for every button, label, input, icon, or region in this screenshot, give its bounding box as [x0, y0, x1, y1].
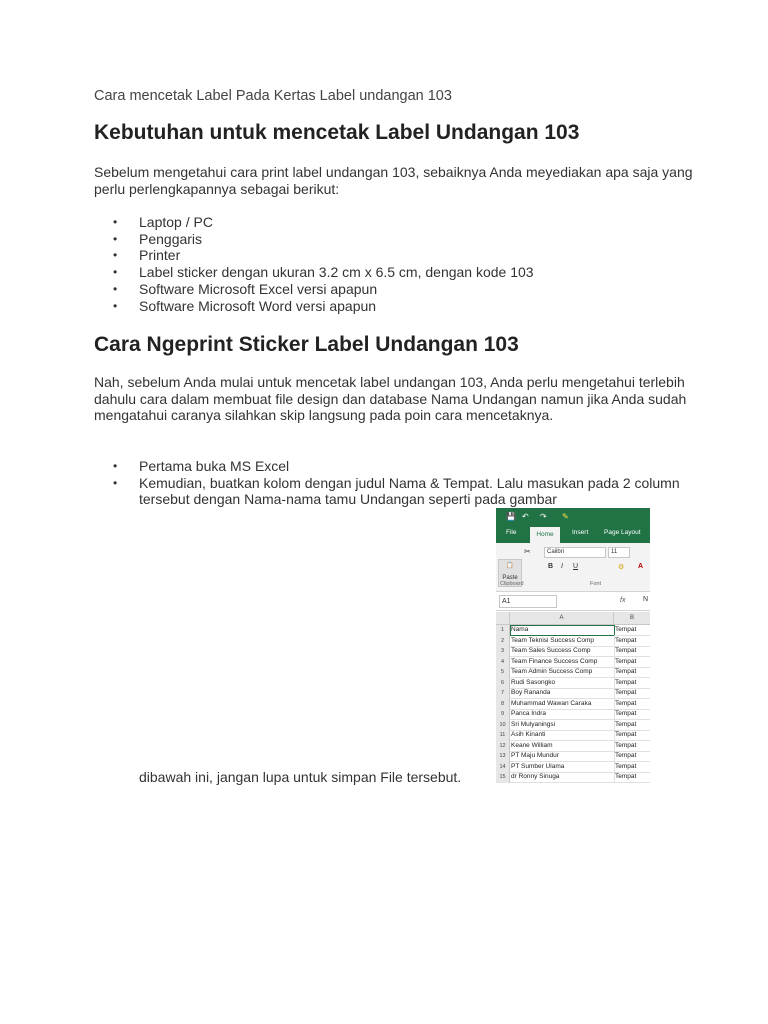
- section-heading-kebutuhan: Kebutuhan untuk mencetak Label Undangan 103: [94, 121, 580, 144]
- font-color-icon: A: [638, 563, 644, 570]
- cell-nama: Team Teknisi Success Comp: [510, 636, 615, 647]
- clipboard-icon: 📋: [506, 563, 514, 569]
- cell-nama: Panca Indra: [510, 709, 615, 720]
- font-size-box: 11: [608, 547, 630, 558]
- underline-button: U: [573, 563, 579, 570]
- tab-page-layout: Page Layout: [604, 529, 641, 536]
- row-number: 15: [496, 772, 510, 783]
- section-intro-kebutuhan: Sebelum mengetahui cara print label undangan 103, sebaiknya Anda meyediakan apa saja yang perlu perlengkapannya sebagai berikut:: [94, 164, 693, 197]
- row-number: 13: [496, 751, 510, 762]
- document-title: Cara mencetak Label Pada Kertas Label undangan 103: [94, 88, 452, 104]
- cell-nama: Keane William: [510, 741, 615, 752]
- requirements-list: [139, 214, 699, 314]
- tab-insert: Insert: [572, 529, 589, 536]
- cell-tempat: Tempat: [614, 730, 650, 741]
- list-item: • Software Microsoft Word versi apapun: [139, 298, 699, 315]
- cell-tempat: Tempat: [614, 772, 650, 783]
- row-number: 4: [496, 657, 510, 668]
- group-clipboard-label: Clipboard: [500, 581, 524, 587]
- section-intro-cara-ngeprint: Nah, sebelum Anda mulai untuk mencetak label undangan 103, Anda perlu mengetahui terlebih dahulu cara dalam membuat file design dan database Nama Undangan namun jika Anda sudah mengatahui caranya silahkan skip langsung pada poin cara mencetaknya.: [94, 374, 687, 424]
- paste-label: Paste: [502, 575, 518, 581]
- cut-icon: ✂: [524, 547, 531, 556]
- cell-nama: Team Admin Success Comp: [510, 667, 615, 678]
- cell-nama: Asih Kinanti: [510, 730, 615, 741]
- row-number: 5: [496, 667, 510, 678]
- highlight-icon: ✎: [562, 512, 569, 521]
- list-item: • Penggaris: [139, 231, 699, 248]
- excel-screenshot: [496, 508, 650, 783]
- row-number: 9: [496, 709, 510, 720]
- bold-button: B: [548, 563, 554, 570]
- cell-tempat: Tempat: [614, 625, 650, 636]
- row-number: 2: [496, 636, 510, 647]
- save-icon: 💾: [506, 512, 516, 521]
- name-box: A1: [499, 595, 557, 608]
- cell-tempat: Tempat: [614, 646, 650, 657]
- list-item: • Software Microsoft Excel versi apapun: [139, 281, 699, 298]
- list-item: • Pertama buka MS Excel: [139, 458, 699, 475]
- cell-nama: Rudi Sasongko: [510, 678, 615, 689]
- cell-tempat: Tempat: [614, 678, 650, 689]
- list-item: • Printer: [139, 247, 699, 264]
- cell-nama: Muhammad Wawan Caraka: [510, 699, 615, 710]
- cell-tempat: Tempat: [614, 720, 650, 731]
- row-number: 12: [496, 741, 510, 752]
- cell-tempat: Tempat: [614, 751, 650, 762]
- cell-nama: Team Finance Success Comp: [510, 657, 615, 668]
- fx-icon: fx: [620, 597, 626, 604]
- redo-icon: ↷: [540, 512, 547, 521]
- italic-button: I: [561, 563, 563, 570]
- cell-nama: Boy Rananda: [510, 688, 615, 699]
- cell-tempat: Tempat: [614, 657, 650, 668]
- cell-nama: dr Ronny Sinuga: [510, 772, 615, 783]
- row-number: 8: [496, 699, 510, 710]
- excel-title-bar: [496, 508, 650, 543]
- cell-nama: PT Sumber Ulama: [510, 762, 615, 773]
- cell-nama: Sri Mulyaningsi: [510, 720, 615, 731]
- row-number: 3: [496, 646, 510, 657]
- fill-color-icon: ⚙: [618, 564, 625, 571]
- row-number: 14: [496, 762, 510, 773]
- undo-icon: ↶: [522, 512, 529, 521]
- excel-ribbon: [496, 543, 650, 592]
- font-name-box: Calibri: [544, 547, 606, 558]
- formula-bar: [496, 592, 650, 611]
- row-number: 10: [496, 720, 510, 731]
- list-item: • Kemudian, buatkan kolom dengan judul Nama & Tempat. Lalu masukan pada 2 column tersebut dengan Nama-nama tamu Undangan seperti pada gambar: [139, 475, 699, 508]
- row-number: 1: [496, 625, 510, 636]
- steps-list: [139, 458, 699, 508]
- tab-file: File: [506, 529, 517, 536]
- cell-tempat: Tempat: [614, 636, 650, 647]
- step-continuation-text: dibawah ini, jangan lupa untuk simpan File tersebut.: [139, 769, 462, 785]
- cell-tempat: Tempat: [614, 688, 650, 699]
- group-font-label: Font: [590, 581, 602, 587]
- tab-home: Home: [530, 527, 560, 543]
- column-header-a: A: [510, 612, 614, 625]
- cell-tempat: Tempat: [614, 762, 650, 773]
- row-number: 6: [496, 678, 510, 689]
- cell-nama: PT Maju Mundur: [510, 751, 615, 762]
- row-number: 7: [496, 688, 510, 699]
- cell-tempat: Tempat: [614, 667, 650, 678]
- list-item: • Laptop / PC: [139, 214, 699, 231]
- list-item: • Label sticker dengan ukuran 3.2 cm x 6.5 cm, dengan kode 103: [139, 264, 699, 281]
- select-all-corner: [496, 612, 510, 625]
- column-header-b: B: [614, 612, 650, 625]
- cell-tempat: Tempat: [614, 709, 650, 720]
- row-number: 11: [496, 730, 510, 741]
- cell-tempat: Tempat: [614, 699, 650, 710]
- formula-value: N: [643, 596, 649, 603]
- section-heading-cara-ngeprint: Cara Ngeprint Sticker Label Undangan 103: [94, 333, 519, 356]
- cell-tempat: Tempat: [614, 741, 650, 752]
- cell-nama: Nama: [510, 625, 615, 636]
- cell-nama: Team Sales Success Comp: [510, 646, 615, 657]
